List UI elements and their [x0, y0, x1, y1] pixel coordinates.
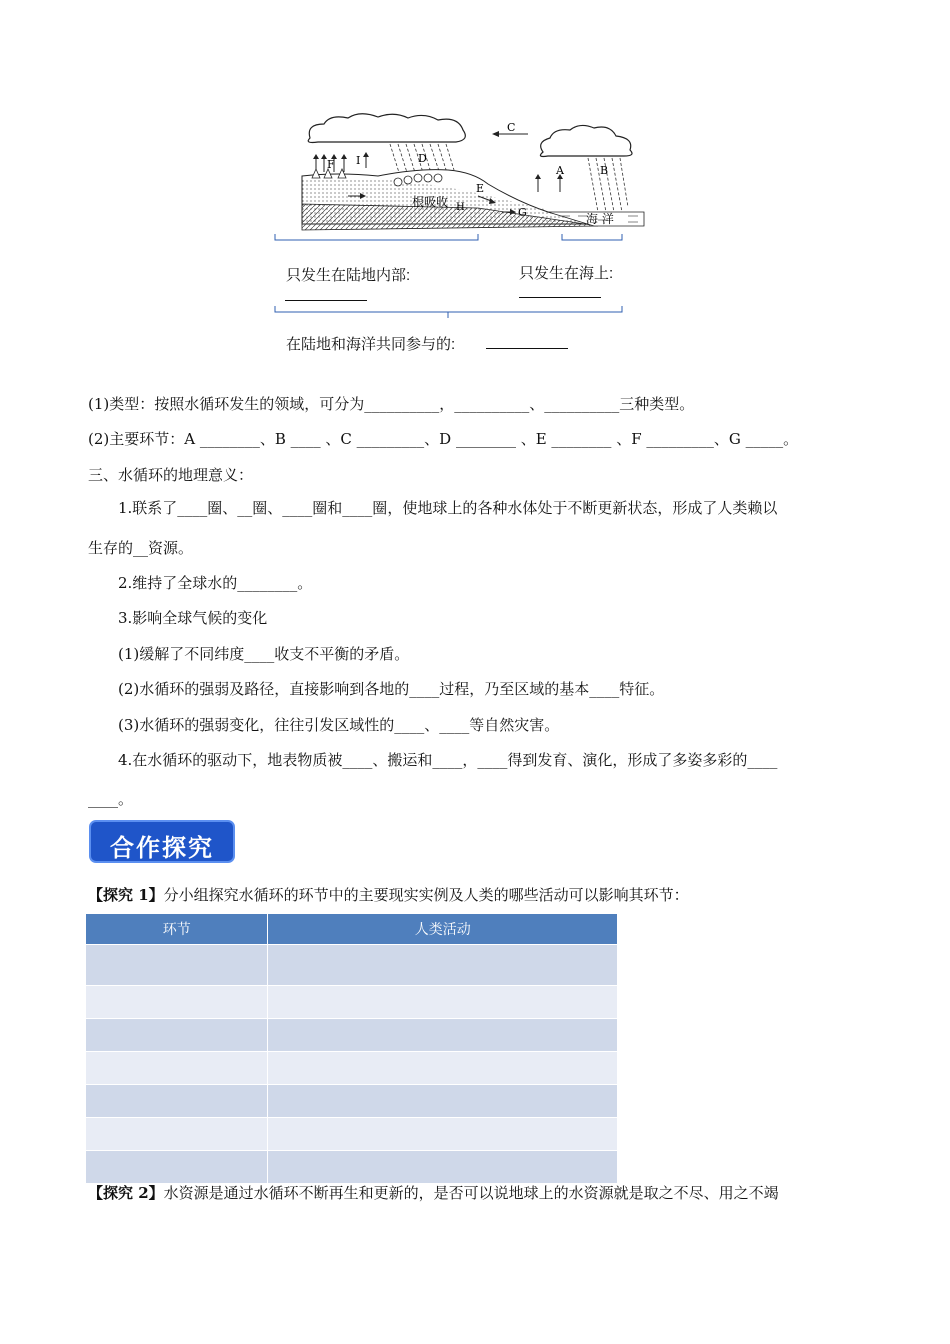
- label-F: F: [327, 158, 335, 171]
- explore1-text: 分小组探究水循环的环节中的主要现实实例及人类的哪些活动可以影响其环节：: [163, 886, 689, 904]
- explore1-tag: 【探究 1】: [88, 886, 164, 904]
- table-cell[interactable]: [268, 1151, 617, 1184]
- point4-line1: 4.在水循环的驱动下，地表物质被____、搬运和____，____得到发育、演化，形成了多姿多彩的____: [118, 751, 778, 769]
- table-row: [86, 1085, 617, 1118]
- label-B: B: [600, 164, 609, 177]
- table-cell[interactable]: [86, 1151, 268, 1184]
- table-cell[interactable]: [86, 1085, 268, 1118]
- header-human-activity: 人类活动: [268, 914, 617, 945]
- table-header-row: [86, 914, 617, 945]
- label-G: G: [518, 206, 527, 219]
- explore1-question: [88, 885, 689, 905]
- point1-line1: 1.联系了____圈、__圈、____圈和____圈，使地球上的各种水体处于不断更新状态，形成了人类赖以: [118, 499, 778, 517]
- point3-3: (3)水循环的强弱变化，往往引发区域性的____、____等自然灾害。: [118, 716, 560, 734]
- water-cycle-diagram: [298, 112, 648, 237]
- explore2-question: [88, 1183, 779, 1203]
- table-cell[interactable]: [86, 945, 268, 986]
- table-cell[interactable]: [86, 1019, 268, 1052]
- land-only-blank[interactable]: [285, 300, 367, 301]
- section3-heading: 三、水循环的地理意义：: [88, 466, 254, 484]
- table-row: [86, 986, 617, 1019]
- land-only-label: 只发生在陆地内部:: [286, 267, 411, 284]
- label-I: I: [356, 154, 361, 167]
- label-A: A: [556, 164, 564, 177]
- cloud-sea: [540, 125, 632, 156]
- header-link: 环节: [86, 914, 268, 945]
- links-line: (2)主要环节：A ________、B ____ 、C _________、D ________ 、E ________ 、F _________、G _____。: [88, 430, 799, 448]
- label-H: H: [456, 202, 465, 213]
- cloud-land: [308, 114, 465, 143]
- table-row: [86, 1118, 617, 1151]
- point3-2: (2)水循环的强弱及路径，直接影响到各地的____过程，乃至区域的基本____特征。: [118, 680, 665, 698]
- label-D: D: [418, 152, 427, 165]
- explore2-tag: 【探究 2】: [88, 1184, 164, 1202]
- sea-only-label: 只发生在海上:: [519, 265, 614, 282]
- both-blank[interactable]: [486, 348, 568, 349]
- label-C: C: [507, 121, 516, 134]
- table-row: [86, 1151, 617, 1184]
- sea-label: 海 洋: [586, 212, 614, 226]
- table-cell[interactable]: [268, 986, 617, 1019]
- explore1-table: [86, 914, 617, 1183]
- table-cell[interactable]: [86, 1052, 268, 1085]
- root-absorb-label: 根吸收: [412, 195, 449, 209]
- table-cell[interactable]: [268, 945, 617, 986]
- point2: 2.维持了全球水的________。: [118, 574, 313, 592]
- table-cell[interactable]: [268, 1019, 617, 1052]
- type-line: (1)类型：按照水循环发生的领域，可分为__________，__________、__________三种类型。: [88, 395, 695, 413]
- point4-line2: ____。: [88, 790, 134, 808]
- table-cell[interactable]: [268, 1052, 617, 1085]
- table-cell[interactable]: [268, 1085, 617, 1118]
- both-label: 在陆地和海洋共同参与的:: [286, 336, 456, 353]
- coop-explore-title: 合作探究: [110, 834, 214, 862]
- sea-only-blank[interactable]: [519, 297, 601, 298]
- point1-line2: 生存的__资源。: [88, 539, 194, 557]
- point3-1: (1)缓解了不同纬度____收支不平衡的矛盾。: [118, 645, 410, 663]
- point3: 3.影响全球气候的变化: [118, 609, 268, 627]
- table-cell[interactable]: [86, 1118, 268, 1151]
- table-cell[interactable]: [268, 1118, 617, 1151]
- table-row: [86, 1052, 617, 1085]
- explore2-text: 水资源是通过水循环不断再生和更新的，是否可以说地球上的水资源就是取之不尽、用之不竭: [163, 1184, 779, 1202]
- label-E: E: [476, 182, 485, 195]
- table-row: [86, 1019, 617, 1052]
- table-row: [86, 945, 617, 986]
- table-cell[interactable]: [86, 986, 268, 1019]
- coop-explore-badge: [89, 820, 235, 863]
